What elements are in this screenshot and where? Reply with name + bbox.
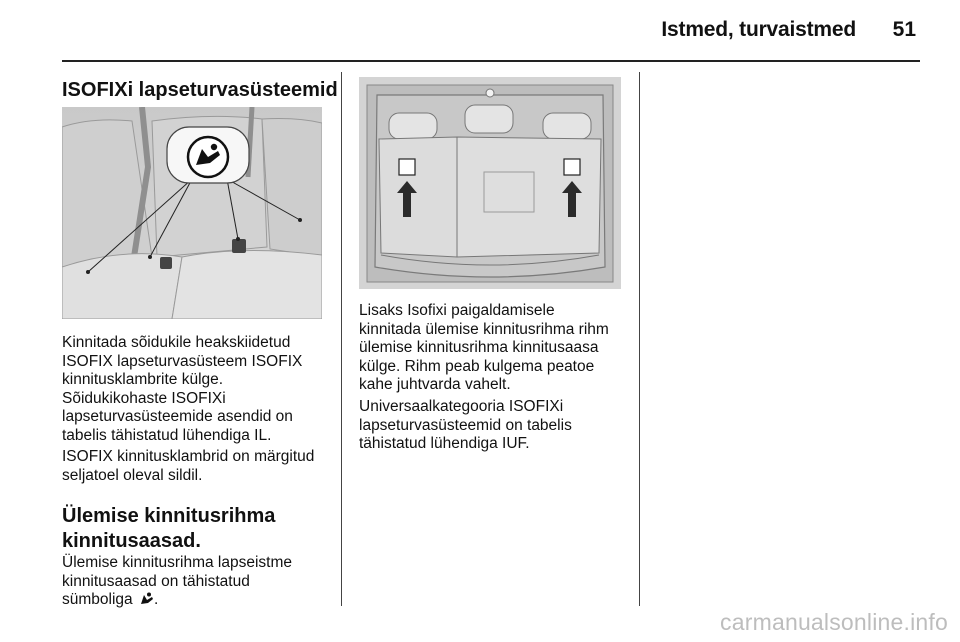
text-span: sümboliga: [62, 591, 133, 608]
header-rule: [62, 60, 920, 62]
text-line: Sõidukikohaste ISOFIXi: [62, 389, 226, 407]
child-seat-anchor-icon: [186, 135, 230, 179]
title-line: kinnitusaasad.: [62, 530, 201, 552]
text-line: külge. Rihm peab kulgema peatoe: [359, 357, 595, 375]
trunk-tether-figure: [359, 77, 621, 289]
text-span: .: [153, 591, 159, 608]
text-line: lapseturvasüsteemide asendid on: [62, 408, 293, 425]
universal-category-paragraph: [359, 398, 634, 454]
top-tether-icon: [140, 592, 154, 605]
label-paragraph: [62, 448, 337, 485]
rear-seat-isofix-figure: [62, 107, 322, 319]
title-line: Ülemise kinnitusrihma: [62, 505, 276, 527]
column-divider-right: [639, 72, 640, 606]
text-line: tähistatud lühendiga IUF.: [359, 435, 530, 452]
text-line: Lisaks Isofixi paigaldamisele: [359, 302, 555, 319]
text-line: kinnitusklambrite külge.: [62, 371, 224, 388]
text-line: ISOFIX lapseturvasüsteem ISOFIX: [62, 352, 303, 370]
text-line: Kinnitada sõidukile heakskiidetud: [62, 334, 291, 351]
tether-paragraph: [62, 554, 337, 610]
text-line: tabelis tähistatud lühendiga IL.: [62, 426, 272, 444]
watermark: carmanualsonline.info: [720, 609, 948, 635]
text-line: Universaalkategooria ISOFIXi: [359, 398, 564, 415]
subsection-title: [62, 504, 337, 554]
text-line: kahe juhtvarda vahelt.: [359, 376, 511, 393]
text-line: lapseturvasüsteemid on tabelis: [359, 416, 572, 434]
text-line: [62, 591, 337, 610]
column-divider-left: [341, 72, 342, 606]
running-header-title: Istmed, turvaistmed: [661, 18, 856, 41]
text-line: Ülemise kinnitusrihma lapseistme: [62, 554, 292, 571]
intro-paragraph: [62, 334, 337, 445]
tether-instructions: [359, 302, 634, 395]
page-number: 51: [892, 18, 916, 41]
text-line: ülemise kinnitusrihma kinnitusaasa: [359, 339, 599, 356]
text-line: kinnitada ülemise kinnitusrihma rihm: [359, 320, 609, 338]
text-line: seljatoel oleval sildil.: [62, 466, 203, 484]
text-line: kinnitusaasad on tähistatud: [62, 572, 250, 590]
text-line: ISOFIX kinnitusklambrid on märgitud: [62, 448, 315, 465]
section-title: ISOFIXi lapseturvasüsteemid: [62, 79, 338, 101]
